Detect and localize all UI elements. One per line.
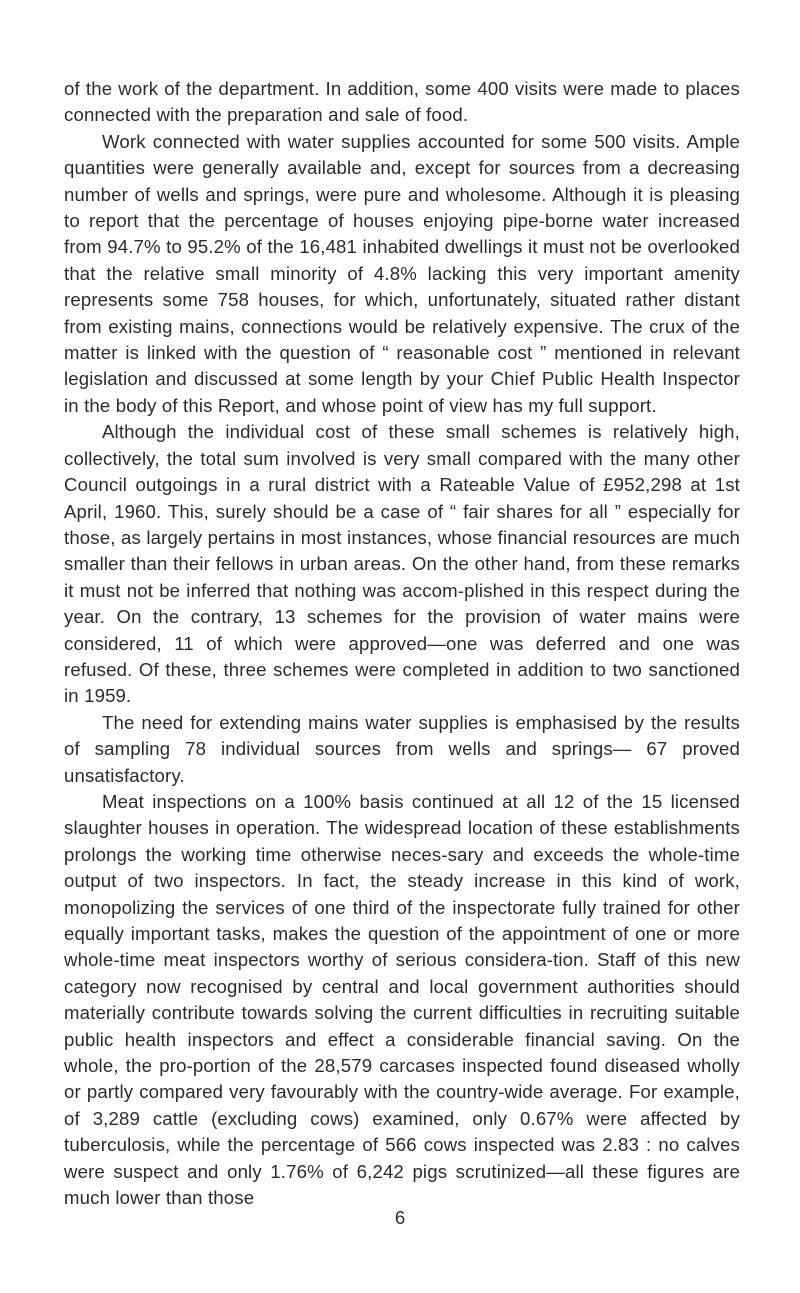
paragraph-1: of the work of the department. In addition, some 400 visits were made to places connected with the preparation and sale of food.	[64, 78, 740, 126]
document-body	[64, 76, 740, 1211]
paragraph-4: The need for extending mains water supplies is emphasised by the results of sampling 78 individual sources from wells and springs— 67 proved unsatisfactory.	[64, 711, 740, 786]
paragraph-5: Meat inspections on a 100% basis continued at all 12 of the 15 licensed slaughter houses in operation. The widespread location of these establishments prolongs the working time otherwise neces-sary and exceeds the whole-time output of two inspectors. In fact, the steady increase in this kind of work, monopolizing the services of one third of the inspectorate fully trained for other equally important tasks, makes the question of the appointment of one or more whole-time meat inspectors worthy of serious considera-tion. Staff of this new category now recognised by central and local government authorities should materially contribute towards solving the current difficulties in recruiting suitable public health inspectors and effect a considerable financial saving. On the whole, the pro-portion of the 28,579 carcases inspected found diseased wholly or partly compared very favourably with the country-wide average. For example, of 3,289 cattle (excluding cows) examined, only 0.67% were affected by tuberculosis, while the percentage of 566 cows inspected was 2.83 : no calves were suspect and only 1.76% of 6,242 pigs scrutinized—all these figures are much lower than those	[64, 790, 740, 1209]
paragraph-3: Although the individual cost of these small schemes is relatively high, collectively, the total sum involved is very small compared with the many other Council outgoings in a rural district with a Rateable Value of £952,298 at 1st April, 1960. This, surely should be a case of “ fair shares for all ” especially for those, as largely pertains in most instances, whose financial resources are much smaller than their fellows in urban areas. On the other hand, from these remarks it must not be inferred that nothing was accom-plished in this respect during the year. On the contrary, 13 schemes for the provision of water mains were considered, 11 of which were approved—one was deferred and one was refused. Of these, three schemes were completed in addition to two sanctioned in 1959.	[64, 421, 740, 707]
page-number: 6	[394, 1207, 406, 1228]
paragraph-2: Work connected with water supplies accounted for some 500 visits. Ample quantities were generally available and, except for sources from a decreasing number of wells and springs, were pure and wholesome. Although it is pleasing to report that the percentage of houses enjoying pipe-borne water increased from 94.7% to 95.2% of the 16,481 inhabited dwellings it must not be overlooked that the relative small minority of 4.8% lacking this very important amenity represents some 758 houses, for which, unfortunately, situated rather distant from existing mains, connections would be relatively expensive. The crux of the matter is linked with the question of “ reasonable cost ” mentioned in relevant legislation and discussed at some length by your Chief Public Health Inspector in the body of this Report, and whose point of view has my full support.	[64, 130, 740, 416]
